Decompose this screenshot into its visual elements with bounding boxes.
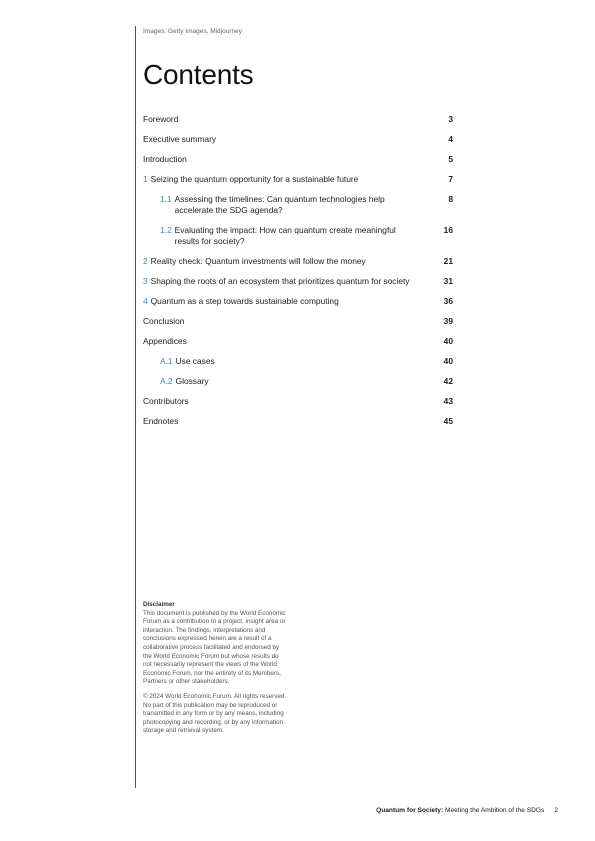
toc-label: Appendices (143, 336, 187, 346)
toc-page-number: 45 (443, 416, 453, 426)
toc-label: Evaluating the impact: How can quantum create meaningful results for society? (174, 225, 396, 246)
toc-page-number: 16 (443, 225, 453, 235)
disclaimer-heading: Disclaimer (143, 601, 175, 608)
toc-section-number: 3 (143, 276, 148, 286)
toc-item-section-4[interactable] (143, 296, 453, 307)
toc-page-number: 36 (443, 296, 453, 306)
vertical-rule (135, 26, 136, 788)
disclaimer-body: This document is published by the World Economic Forum as a contribution to a project, insight area or interaction. The findings, interpretations and conclusions expressed herein are a result of a collaborative process facilitated and endorsed by the World Economic Forum but whose results do not necessarily represent the views of the World Economic Forum, nor the entirety of its Members, Partners or other stakeholders. (143, 609, 286, 686)
toc-label: Glossary (175, 376, 209, 386)
toc-label: Shaping the roots of an ecosystem that prioritizes quantum for society (150, 276, 410, 286)
toc-label: Use cases (175, 356, 215, 366)
toc-label: Endnotes (143, 416, 179, 426)
toc-label: Seizing the quantum opportunity for a sustainable future (150, 174, 359, 184)
footer-page-number: 2 (554, 807, 558, 814)
toc-label: Introduction (143, 154, 187, 164)
toc-label: Foreword (143, 114, 179, 124)
toc-label: Assessing the timelines: Can quantum technologies help accelerate the SDG agenda? (174, 194, 385, 215)
toc-page-number: 7 (448, 174, 453, 184)
toc-section-number: 2 (143, 256, 148, 266)
toc-item-section-2[interactable] (143, 256, 453, 267)
toc-page-number: 3 (448, 114, 453, 124)
toc-page-number: 43 (443, 396, 453, 406)
toc-item-executive-summary[interactable] (143, 134, 453, 145)
toc-section-number: 1 (143, 174, 148, 184)
footer-title-bold: Quantum for Society: (376, 807, 444, 814)
toc-page-number: 40 (443, 356, 453, 366)
toc-page-number: 31 (443, 276, 453, 286)
toc-label: Executive summary (143, 134, 217, 144)
toc-section-number: 4 (143, 296, 148, 306)
toc-label: Conclusion (143, 316, 185, 326)
toc-item-appendix-a2[interactable] (143, 376, 453, 387)
toc-section-number: 1.1 (160, 194, 172, 204)
image-credit: Images: Getty Images, Midjourney (143, 28, 242, 35)
table-of-contents (143, 114, 453, 436)
toc-label: Contributors (143, 396, 189, 406)
toc-item-endnotes[interactable] (143, 416, 453, 427)
toc-section-number: A.2 (160, 376, 173, 386)
page-title: Contents (143, 59, 254, 90)
toc-item-appendices[interactable] (143, 336, 453, 347)
toc-label: Reality check: Quantum investments will follow the money (150, 256, 366, 266)
copyright-notice: © 2024 World Economic Forum. All rights reserved. No part of this publication may be reproduced or transmitted in any form or by any means, including photocopying and recording, or by any information storage and retrieval system. (143, 692, 287, 735)
toc-page-number: 39 (443, 316, 453, 326)
toc-page-number: 40 (443, 336, 453, 346)
toc-item-section-3[interactable] (143, 276, 453, 287)
toc-item-section-1-2[interactable] (143, 225, 453, 247)
toc-page-number: 4 (448, 134, 453, 144)
toc-section-number: A.1 (160, 356, 173, 366)
footer-title-rest: Meeting the Ambition of the SDGs (443, 807, 545, 814)
page-footer (376, 807, 558, 814)
toc-page-number: 42 (443, 376, 453, 386)
toc-item-foreword[interactable] (143, 114, 453, 125)
toc-item-appendix-a1[interactable] (143, 356, 453, 367)
toc-item-contributors[interactable] (143, 396, 453, 407)
toc-page-number: 8 (448, 194, 453, 204)
toc-section-number: 1.2 (160, 225, 172, 235)
toc-page-number: 5 (448, 154, 453, 164)
toc-item-section-1-1[interactable] (143, 194, 453, 216)
toc-item-conclusion[interactable] (143, 316, 453, 327)
toc-page-number: 21 (443, 256, 453, 266)
toc-label: Quantum as a step towards sustainable computing (150, 296, 339, 306)
toc-item-section-1[interactable] (143, 174, 453, 185)
toc-item-introduction[interactable] (143, 154, 453, 165)
disclaimer (143, 601, 288, 742)
